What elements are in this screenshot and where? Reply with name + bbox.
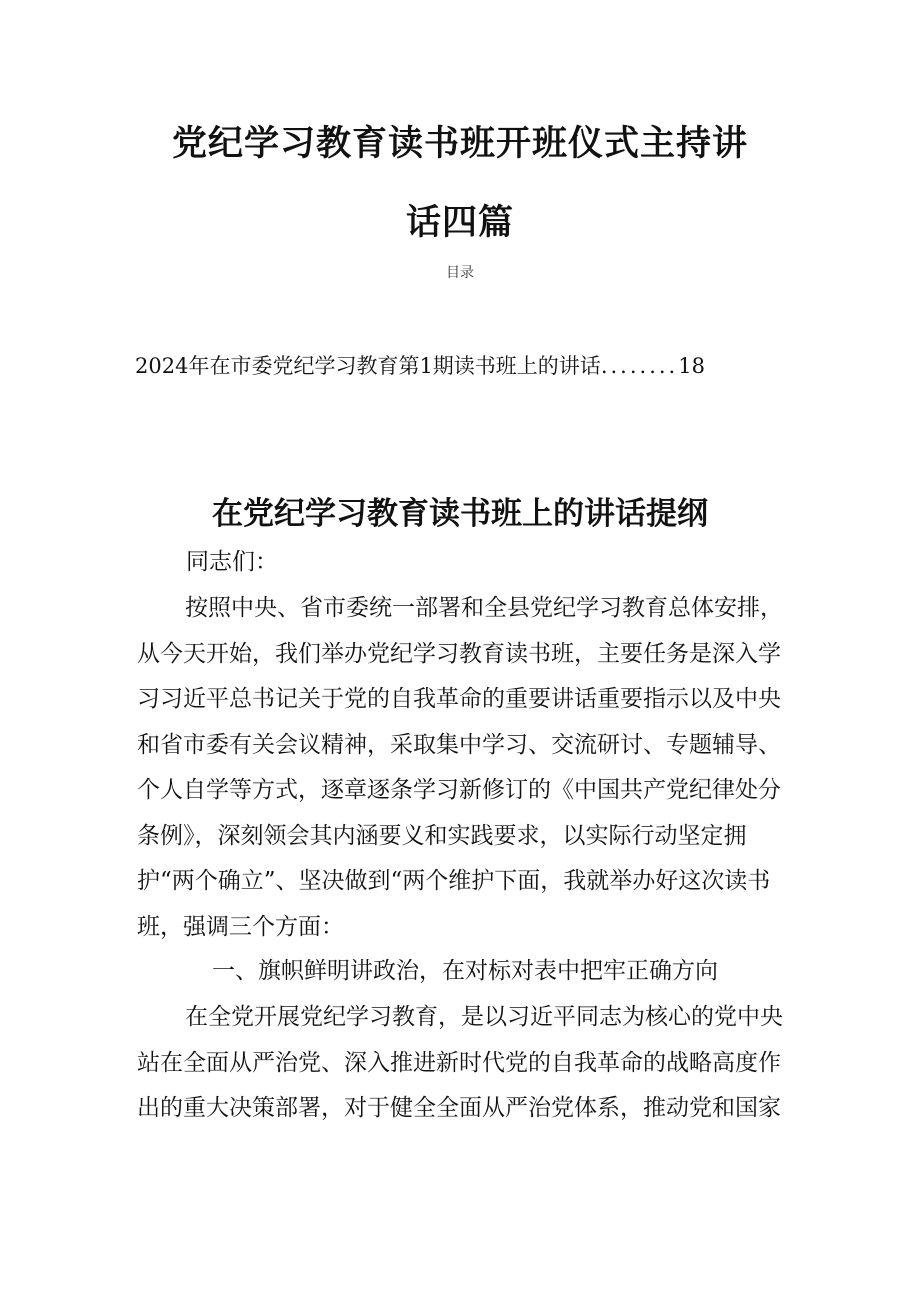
toc-entry-dots: ........ xyxy=(600,354,679,378)
toc-entry[interactable] xyxy=(135,350,785,380)
section-title: 在党纪学习教育读书班上的讲话提纲 xyxy=(212,496,708,532)
subheading-1: 一、旗帜鲜明讲政治，在对标对表中把牢正确方向 xyxy=(212,958,718,984)
salutation: 同志们： xyxy=(186,549,278,575)
document-title-line-1: 党纪学习教育读书班开班仪式主持讲 xyxy=(171,124,748,164)
toc-entry-page: 18 xyxy=(678,354,705,378)
toc-entry-text: 2024年在市委党纪学习教育第1期读书班上的讲话 xyxy=(135,354,601,378)
toc-heading: 目录 xyxy=(446,265,474,281)
document-title-line-2: 话四篇 xyxy=(405,203,514,243)
paragraph-2: 在全党开展党纪学习教育，是以习近平同志为核心的党中央站在全面从严治党、深入推进新时代党的自我革命的战略高度作出的重大决策部署，对于健全全面从严治党体系，推动党和国家 xyxy=(137,1004,783,1121)
paragraph-1: 按照中央、省市委统一部署和全县党纪学习教育总体安排，从今天开始，我们举办党纪学习教育读书班，主要任务是深入学习习近平总书记关于党的自我革命的重要讲话重要指示以及中央和省市委有关会议精神，采取集中学习、交流研讨、专题辅导、个人自学等方式，逐章逐条学习新修订的《中国共产党纪律处分条例》，深刻领会其内涵要义和实践要求，以实际行动坚定拥护“两个确立”、坚决做到“两个维护下面，我就举办好这次读书班，强调三个方面： xyxy=(137,595,783,940)
